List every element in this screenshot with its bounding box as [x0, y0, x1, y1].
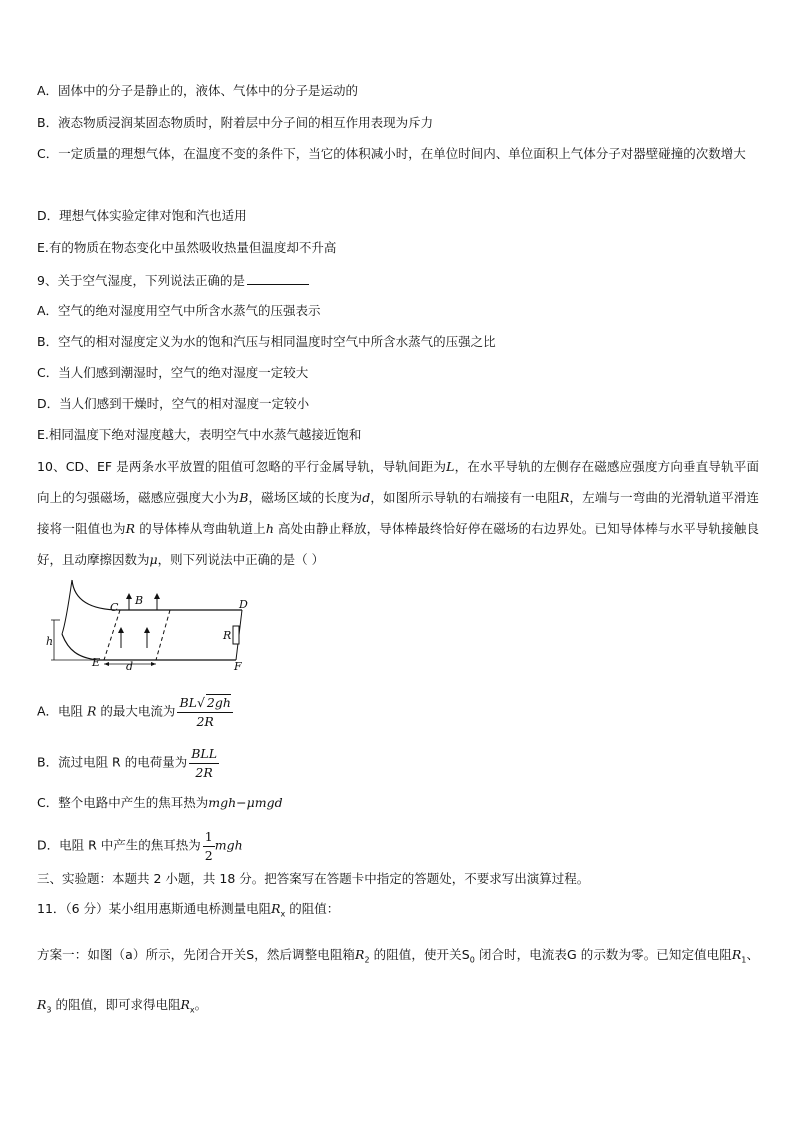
label-r: R	[223, 629, 232, 642]
plan-sub: 3	[46, 1005, 52, 1014]
plan-text: 的阻值，即可求得电阻	[51, 996, 181, 1012]
q11-stem-text: 的阻值：	[285, 901, 340, 916]
plan-sub: 2	[364, 955, 370, 965]
q10-option-d	[37, 828, 243, 864]
answer-blank	[247, 272, 309, 285]
fraction-numerator: BL√ 2gh	[177, 694, 232, 713]
q10-var-l: L	[446, 459, 455, 474]
q10-var-r: R	[125, 521, 136, 536]
q9-stem-text: 9、关于空气湿度，下列说法正确的是	[37, 273, 245, 288]
q10-stem-part: ，则下列说法中正确的是（ ）	[157, 552, 325, 567]
fraction-numerator: BLL	[189, 745, 219, 764]
plan-text: 。	[194, 996, 208, 1012]
label-b: B	[135, 594, 144, 607]
curved-track-side	[62, 580, 72, 634]
plan-var: R	[355, 947, 365, 962]
q10-stem-part: 10、CD、EF 是两条水平放置的阻值可忽略的平行金属导轨，导轨间距为	[37, 459, 447, 474]
q9-stem	[37, 272, 309, 289]
q8-option-a: A．固体中的分子是静止的，液体、气体中的分子是运动的	[37, 83, 359, 98]
q11-stem-text: 11．（6 分）某小组用惠斯通电桥测量电阻	[37, 901, 272, 916]
label-e: E	[92, 656, 101, 669]
option-text: C．整个电路中产生的焦耳热为	[37, 795, 209, 810]
arrowhead-icon	[144, 627, 150, 633]
plan-text: 的阻值，使开关S	[369, 947, 470, 962]
option-math: mgh	[214, 837, 243, 853]
q11-plan-one	[37, 933, 759, 1032]
q10-var-b: B	[239, 490, 249, 505]
q9-option-e: E.相同温度下绝对湿度越大，表明空气中水蒸气越接近饱和	[37, 427, 362, 442]
q10-var-mu: μ	[149, 552, 158, 567]
q11-sub: x	[280, 909, 286, 919]
q10-stem	[37, 451, 759, 575]
label-d-point: D	[239, 598, 248, 611]
q10-stem-part: 的导体棒从弯曲轨道上	[135, 521, 266, 536]
arrowhead-icon	[154, 593, 160, 599]
label-c: C	[110, 601, 119, 614]
option-text: B．流过电阻 R 的电荷量为	[37, 754, 188, 770]
plan-sub: x	[189, 1005, 195, 1014]
field-boundary-left	[104, 610, 120, 660]
fraction	[177, 694, 232, 730]
arrowhead-icon	[126, 593, 132, 599]
fraction-denominator: 2R	[196, 714, 214, 729]
section-3-heading: 三、实验题：本题共 2 小题，共 18 分。把答案写在答题卡中指定的答题处，不要求写出演算过程。	[37, 871, 590, 886]
q11-stem	[37, 901, 339, 923]
radicand: 2gh	[206, 695, 231, 710]
fraction	[189, 745, 219, 781]
label-f: F	[234, 660, 242, 670]
arrowhead-icon	[151, 662, 156, 666]
fraction	[203, 828, 215, 864]
q9-option-c: C．当人们感到潮湿时，空气的绝对湿度一定较大	[37, 365, 309, 380]
q10-stem-part: ，左端与一弯曲的光滑轨道平滑连接将一阻值也为	[37, 490, 759, 536]
option-math: mgh−μmgd	[208, 795, 283, 810]
fraction-numerator: 1	[203, 828, 215, 847]
fraction-denominator: 2R	[195, 765, 213, 780]
q10-option-c	[37, 795, 283, 811]
q8-option-d: D．理想气体实验定律对饱和汽也适用	[37, 208, 247, 223]
option-text: 的最大电流为	[96, 703, 176, 719]
plan-text: 闭合时，电流表G 的示数为零。已知定值电阻	[474, 947, 732, 962]
option-text: D．电阻 R 中产生的焦耳热为	[37, 837, 201, 853]
option-text: A．电阻	[37, 703, 88, 719]
q10-stem-part: 高处由静止释放，导体棒最终恰好停在磁场的右边界处。已知导体棒与水平导轨接触良好，且动摩擦因数为	[37, 521, 759, 567]
field-boundary-right	[156, 610, 170, 660]
q9-option-d: D．当人们感到干燥时，空气的相对湿度一定较小	[37, 396, 310, 411]
arrowhead-icon	[118, 627, 124, 633]
q11-var: R	[271, 901, 281, 916]
rail-circuit-figure	[46, 578, 268, 673]
plan-text: 、	[746, 947, 759, 962]
q10-stem-part: ，如图所示导轨的右端接有一电阻	[370, 490, 560, 505]
q9-option-b: B．空气的相对湿度定义为水的饱和汽压与相同温度时空气中所含水蒸气的压强之比	[37, 334, 496, 349]
label-d-length: d	[126, 660, 134, 670]
q10-var-h: h	[265, 521, 274, 536]
plan-text: 方案一：如图（a）所示，先闭合开关S，然后调整电阻箱	[37, 947, 356, 962]
q8-option-b: B．液态物质浸润某固态物质时，附着层中分子间的相互作用表现为斥力	[37, 115, 434, 130]
q10-option-a	[37, 694, 233, 730]
q8-option-e: E.有的物质在物态变化中虽然吸收热量但温度却不升高	[37, 240, 337, 255]
arrowhead-icon	[104, 662, 109, 666]
option-var: R	[87, 703, 97, 719]
plan-var: R	[731, 947, 742, 962]
plan-var: R	[37, 996, 47, 1012]
q10-stem-part: ，在水平导轨的左侧存在磁感应强度方向垂直导轨平面向上的匀强磁场，磁感应强度大小为	[37, 459, 759, 505]
q10-option-b	[37, 745, 219, 781]
q10-var-d: d	[362, 490, 371, 505]
q9-option-a: A．空气的绝对湿度用空气中所含水蒸气的压强表示	[37, 303, 321, 318]
numerator-text: BL	[179, 695, 197, 710]
resistor-r	[233, 626, 239, 644]
label-h: h	[46, 635, 54, 648]
q10-stem-part: ，磁场区域的长度为	[248, 490, 363, 505]
plan-sub: 0	[469, 955, 475, 965]
fraction-denominator: 2	[204, 848, 213, 863]
q8-option-c: C．一定质量的理想气体，在温度不变的条件下，当它的体积减小时，在单位时间内、单位面积上气体分子对器壁碰撞的次数增大	[37, 146, 746, 161]
plan-sub: 1	[741, 955, 747, 965]
plan-var: R	[180, 996, 190, 1012]
q10-var-r: R	[559, 490, 570, 505]
rail-circuit-diagram	[46, 578, 268, 670]
